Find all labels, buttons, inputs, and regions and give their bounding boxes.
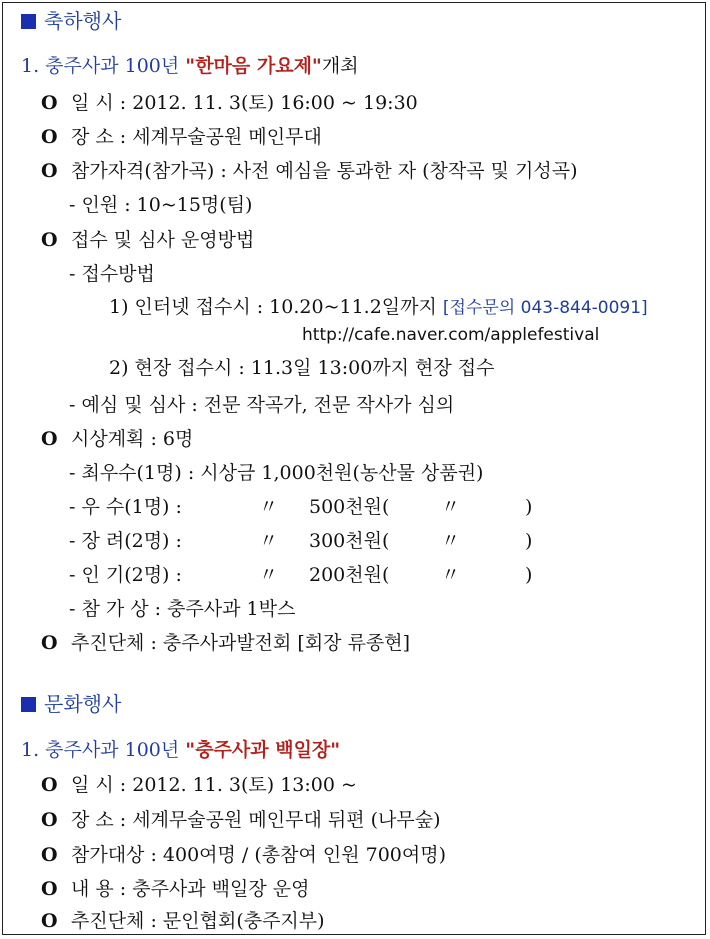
circle-bullet-icon: O	[41, 774, 58, 796]
festival-date-line	[41, 91, 418, 115]
internet-text: 1) 인터넷 접수시 : 10.20~11.2일까지	[109, 296, 443, 318]
circle-bullet-icon: O	[41, 428, 58, 450]
reception-label: 접수 및 심사 운영방법	[71, 229, 255, 251]
participation-prize-line: - 참 가 상 : 충주사과 1박스	[69, 598, 296, 620]
headcount-line: - 인원 : 10~15명(팀)	[69, 194, 253, 216]
culture-title-line	[21, 738, 340, 762]
culture-target-line	[41, 843, 446, 867]
square-bullet-icon	[21, 14, 36, 29]
prize-row	[69, 495, 569, 519]
judging-line: - 예심 및 심사 : 전문 작곡가, 전문 작사가 심의	[69, 394, 455, 416]
festival-organizer-line	[41, 631, 410, 655]
reception-line	[41, 228, 254, 252]
circle-bullet-icon: O	[41, 126, 58, 148]
event-title-suffix: 개최	[321, 55, 359, 77]
culture-content: 내 용 : 충주사과 백일장 운영	[71, 878, 310, 900]
square-bullet-icon	[21, 697, 36, 712]
ditto-mark: 〃	[259, 564, 279, 586]
circle-bullet-icon: O	[41, 878, 58, 900]
festival-url-link[interactable]: http://cafe.naver.com/applefestival	[302, 325, 600, 345]
culture-target: 참가대상 : 400여명 / (총참여 인원 700여명)	[71, 844, 446, 866]
closing-paren: )	[525, 564, 533, 586]
closing-paren: )	[525, 496, 533, 518]
culture-content-line	[41, 877, 310, 901]
circle-bullet-icon: O	[41, 809, 58, 831]
place-value: : 세계무술공원 메인무대	[119, 126, 322, 148]
culture-organizer: 추진단체 : 문인협회(충주지부)	[71, 910, 325, 932]
circle-bullet-icon: O	[41, 910, 58, 932]
eligibility-value: : 사전 예심을 통과한 자 (창작곡 및 기성곡)	[220, 160, 578, 182]
section-title: 축하행사	[44, 9, 122, 33]
ditto-mark: 〃	[259, 530, 279, 552]
festival-eligibility-line	[41, 159, 578, 183]
prize-row	[69, 563, 569, 587]
internet-line	[109, 295, 648, 320]
prize-name: - 우 수(1명) :	[69, 496, 182, 518]
date-label: 일 시	[71, 92, 114, 114]
section-title: 문화행사	[44, 692, 122, 716]
event-title-highlight: "충주사과 백일장"	[185, 739, 341, 761]
prize-amount: 300천원(	[309, 530, 390, 552]
ditto-mark: 〃	[441, 564, 461, 586]
culture-organizer-line	[41, 909, 325, 933]
contact-number: [접수문의 043-844-0091]	[442, 298, 648, 318]
prize-name: - 최우수(1명) :	[69, 462, 195, 484]
eligibility-label: 참가자격(참가곡)	[71, 160, 215, 182]
prize-name: - 인 기(2명) :	[69, 564, 182, 586]
culture-place: 장 소 : 세계무술공원 메인무대 뒤편 (나무숲)	[71, 809, 441, 831]
organizer-label: 추진단체 : 충주사과발전회 [회장 류종현]	[71, 632, 411, 654]
circle-bullet-icon: O	[41, 229, 58, 251]
ditto-mark: 〃	[441, 530, 461, 552]
ditto-mark: 〃	[259, 496, 279, 518]
event-title-highlight: "한마음 가요제"	[185, 55, 322, 77]
ditto-mark: 〃	[441, 496, 461, 518]
culture-date-line	[41, 773, 357, 797]
circle-bullet-icon: O	[41, 632, 58, 654]
awards-plan-line	[41, 427, 193, 451]
prize-name: - 장 려(2명) :	[69, 530, 182, 552]
culture-place-line	[41, 808, 440, 832]
section-heading-festival	[21, 9, 121, 33]
event-title-prefix: 1. 충주사과 100년	[21, 55, 186, 77]
document-frame	[2, 2, 706, 935]
method-heading: - 접수방법	[69, 263, 155, 285]
circle-bullet-icon: O	[41, 160, 58, 182]
circle-bullet-icon: O	[41, 92, 58, 114]
onsite-line: 2) 현장 접수시 : 11.3일 13:00까지 현장 접수	[109, 357, 495, 379]
prize-row	[69, 461, 483, 485]
festival-place-line	[41, 125, 322, 149]
prize-detail: 시상금 1,000천원(농산물 상품권)	[200, 462, 484, 484]
event-title-line	[21, 54, 359, 78]
closing-paren: )	[525, 530, 533, 552]
prize-amount: 500천원(	[309, 496, 390, 518]
event-title-prefix: 1. 충주사과 100년	[21, 739, 186, 761]
prize-amount: 200천원(	[309, 564, 390, 586]
culture-date: 일 시 : 2012. 11. 3(토) 13:00 ~	[71, 774, 357, 796]
date-value: : 2012. 11. 3(토) 16:00 ~ 19:30	[119, 92, 418, 114]
circle-bullet-icon: O	[41, 844, 58, 866]
section-heading-culture	[21, 692, 121, 716]
place-label: 장 소	[71, 126, 114, 148]
awards-plan-label: 시상계획 : 6명	[71, 428, 194, 450]
prize-row	[69, 529, 569, 553]
